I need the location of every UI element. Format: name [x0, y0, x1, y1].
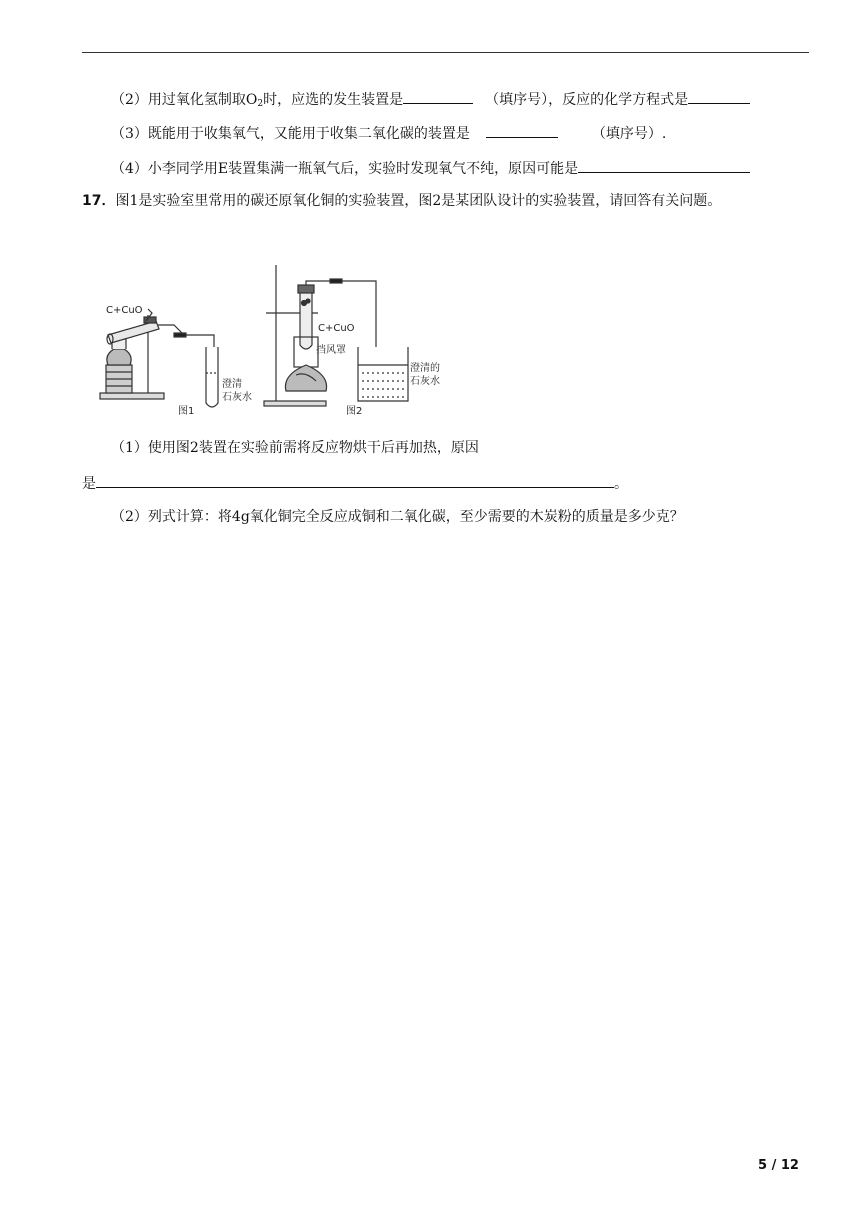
header-rule	[82, 52, 809, 53]
q16-part3-text-b: （填序号）.	[591, 126, 667, 142]
q17-stem	[82, 191, 721, 211]
fig2-alcohol-lamp	[285, 365, 326, 391]
fig1-limewater-label-1: 澄清	[222, 379, 242, 390]
q17-stem-text: 图1是实验室里常用的碳还原氧化铜的实验装置，图2是某团队设计的实验装置，请回答有关问题。	[115, 193, 722, 209]
q17-part1	[111, 438, 479, 458]
q16-part2-subscript: 2	[257, 99, 264, 109]
fig2-caption: 图2	[346, 406, 363, 417]
q16-part3	[111, 122, 666, 144]
fig2-limewater-label-1: 澄清的	[410, 363, 440, 374]
fig2-beaker	[358, 347, 408, 401]
q16-part2-blank-equation[interactable]	[688, 88, 750, 104]
q17-part1-text: （1）使用图2装置在实验前需将反应物烘干后再加热，原因	[111, 440, 479, 456]
q17-part2-text: （2）列式计算：将4g氧化铜完全反应成铜和二氧化碳，至少需要的木炭粉的质量是多少克？	[111, 509, 684, 525]
q17-part2	[111, 507, 684, 527]
fig1-limewater-label-2: 石灰水	[222, 392, 252, 403]
q16-part3-text-a: （3）既能用于收集氧气，又能用于收集二氧化碳的装置是	[111, 126, 470, 142]
fig1-stand-base	[100, 393, 164, 399]
fig2-reagent-label: C+CuO	[318, 323, 355, 334]
q17-part1-answer-line	[82, 472, 628, 494]
q16-part2	[111, 88, 750, 114]
q16-part4	[111, 157, 750, 179]
q17-part1-blank[interactable]	[96, 472, 614, 488]
q16-part2-text-a: （2）用过氧化氢制取O	[111, 92, 258, 108]
q16-part4-blank[interactable]	[578, 157, 750, 173]
q16-part2-text-c: （填序号），反应的化学方程式是	[485, 92, 689, 108]
fig1-test-tube	[108, 321, 159, 343]
fig2-test-tube	[300, 285, 312, 349]
q17-apparatus-figure	[96, 255, 440, 425]
q16-part4-text: （4）小李同学用E装置集满一瓶氧气后，实验时发现氧气不纯，原因可能是	[111, 161, 579, 177]
fig1-reagent-label: C+CuO	[106, 305, 143, 316]
fig1-caption: 图1	[178, 406, 195, 417]
fig1-alcohol-lamp	[107, 349, 131, 365]
q16-part3-blank[interactable]	[486, 122, 558, 138]
q16-part2-blank-apparatus[interactable]	[403, 88, 473, 104]
q17-number: 17．	[82, 193, 116, 209]
q17-part1-end: 。	[614, 476, 628, 492]
fig2-stand-base	[264, 401, 326, 406]
fig2-limewater-label-2: 石灰水	[410, 376, 440, 387]
fig1-limewater-tube	[206, 347, 218, 407]
q17-part1-text-b: 是	[82, 476, 96, 492]
fig2-windshield-label: 挡风罩	[316, 345, 346, 356]
page-number: 5 / 12	[758, 1158, 799, 1173]
q16-part2-text-b: 时，应选的发生装置是	[263, 92, 404, 108]
